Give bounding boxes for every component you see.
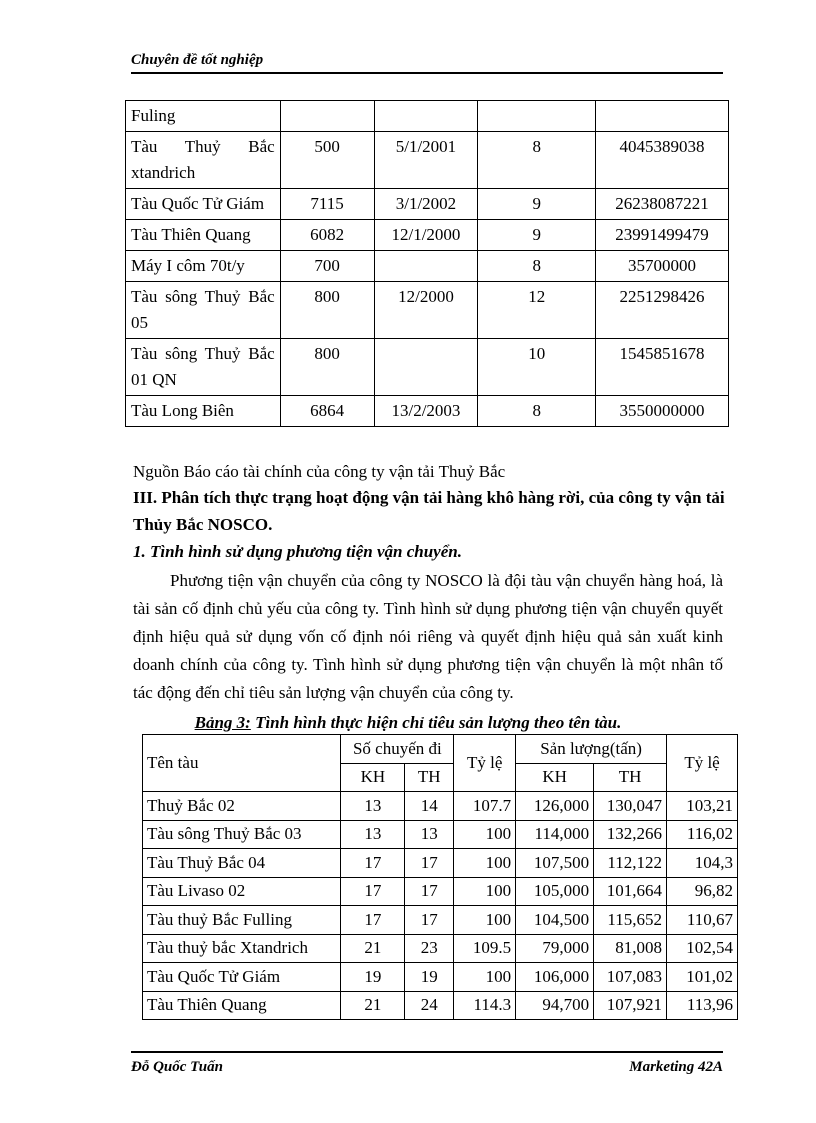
- cell-kh: 17: [341, 877, 405, 906]
- cell-name: Thuỷ Bắc 02: [143, 792, 341, 821]
- cell-oth: 112,122: [594, 849, 667, 878]
- cell-kh: 13: [341, 820, 405, 849]
- cell-th: 24: [405, 991, 454, 1020]
- cell-okh: 106,000: [516, 963, 594, 992]
- cell-date: 12/1/2000: [374, 220, 478, 251]
- cell-ratio: 100: [454, 963, 516, 992]
- table-row: [143, 849, 738, 878]
- table-row: [126, 339, 729, 396]
- cell-ratio: 100: [454, 906, 516, 935]
- output-table: [142, 734, 738, 1020]
- header-title: Chuyên đề tốt nghiệp: [131, 52, 264, 68]
- cell-count: 9: [478, 189, 596, 220]
- table-row: [143, 963, 738, 992]
- cell-name: Máy I côm 70t/y: [126, 251, 281, 282]
- cell-date: 5/1/2001: [374, 132, 478, 189]
- cell-date: 12/2000: [374, 282, 478, 339]
- cell-th: 17: [405, 877, 454, 906]
- cell-okh: 94,700: [516, 991, 594, 1020]
- cell-count: 8: [478, 132, 596, 189]
- cell-date: 13/2/2003: [374, 396, 478, 427]
- cell-count: [478, 101, 596, 132]
- cell-date: 3/1/2002: [374, 189, 478, 220]
- cell-name: Tàu sông Thuỷ Bắc 01 QN: [126, 339, 281, 396]
- footer-class: Marketing 42A: [629, 1059, 723, 1075]
- cell-th: 13: [405, 820, 454, 849]
- page-header: [131, 52, 723, 74]
- cell-value: 35700000: [596, 251, 729, 282]
- cell-name: Tàu sông Thuỷ Bắc 03: [143, 820, 341, 849]
- cell-name: Tàu Thuỷ Bắc xtandrich: [126, 132, 281, 189]
- cell-ratio: 100: [454, 849, 516, 878]
- header-ratio-output: Tỷ lệ: [667, 735, 738, 792]
- table-row: [126, 101, 729, 132]
- cell-name: Tàu Quốc Tử Giám: [126, 189, 281, 220]
- cell-oth: 130,047: [594, 792, 667, 821]
- cell-name: Fuling: [126, 101, 281, 132]
- cell-capacity: 7115: [280, 189, 374, 220]
- cell-okh: 107,500: [516, 849, 594, 878]
- table-row: [126, 189, 729, 220]
- cell-ratio: 100: [454, 820, 516, 849]
- cell-name: Tàu Livaso 02: [143, 877, 341, 906]
- cell-count: 9: [478, 220, 596, 251]
- cell-capacity: 800: [280, 339, 374, 396]
- table-caption: [0, 709, 816, 736]
- cell-capacity: [280, 101, 374, 132]
- cell-value: 3550000000: [596, 396, 729, 427]
- table-row: [143, 906, 738, 935]
- header-output-kh: KH: [516, 763, 594, 792]
- cell-name: Tàu Thiên Quang: [126, 220, 281, 251]
- cell-ratio: 109.5: [454, 934, 516, 963]
- cell-ratio: 107.7: [454, 792, 516, 821]
- cell-name: Tàu Thiên Quang: [143, 991, 341, 1020]
- cell-name: Tàu thuỷ bắc Xtandrich: [143, 934, 341, 963]
- cell-th: 14: [405, 792, 454, 821]
- cell-oth: 132,266: [594, 820, 667, 849]
- cell-date: [374, 251, 478, 282]
- ship-value-table: [125, 100, 729, 427]
- cell-okh: 104,500: [516, 906, 594, 935]
- cell-count: 12: [478, 282, 596, 339]
- table-row: [143, 820, 738, 849]
- table-row: [143, 991, 738, 1020]
- table-row: [126, 251, 729, 282]
- cell-th: 17: [405, 906, 454, 935]
- cell-oth: 115,652: [594, 906, 667, 935]
- table-row: [143, 877, 738, 906]
- cell-th: 17: [405, 849, 454, 878]
- cell-value: 1545851678: [596, 339, 729, 396]
- table-row: [126, 396, 729, 427]
- body-paragraph: Phương tiện vận chuyển của công ty NOSCO là đội tàu vận chuyển hàng hoá, là tài sản cố định chủ yếu của công ty. Tình hình sử dụng phương tiện vận chuyển quyết định hiệu quả sử dụng vốn cố định nói riêng và quyết định hiệu quả sản xuất kinh doanh chính của công ty. Tình hình sử dụng phương tiện vận chuyển là một nhân tố tác động đến chỉ tiêu sản lượng vận chuyển của công ty.: [133, 571, 723, 702]
- header-ratio-trips: Tỷ lệ: [454, 735, 516, 792]
- cell-name: Tàu Thuỷ Bắc 04: [143, 849, 341, 878]
- header-trips-th: TH: [405, 763, 454, 792]
- cell-capacity: 500: [280, 132, 374, 189]
- cell-count: 8: [478, 251, 596, 282]
- cell-th: 19: [405, 963, 454, 992]
- cell-okh: 79,000: [516, 934, 594, 963]
- cell-okh: 114,000: [516, 820, 594, 849]
- table-row: [126, 220, 729, 251]
- cell-count: 8: [478, 396, 596, 427]
- table-row: [143, 792, 738, 821]
- cell-oratio: 113,96: [667, 991, 738, 1020]
- cell-oth: 101,664: [594, 877, 667, 906]
- cell-name: Tàu sông Thuỷ Bắc 05: [126, 282, 281, 339]
- cell-value: [596, 101, 729, 132]
- cell-oratio: 104,3: [667, 849, 738, 878]
- header-name: Tên tàu: [143, 735, 341, 792]
- cell-value: 2251298426: [596, 282, 729, 339]
- source-note: Nguồn Báo cáo tài chính của công ty vận tải Thuỷ Bắc: [133, 462, 506, 481]
- cell-oth: 107,921: [594, 991, 667, 1020]
- header-output-th: TH: [594, 763, 667, 792]
- cell-name: Tàu Quốc Tử Giám: [143, 963, 341, 992]
- cell-name: Tàu Long Biên: [126, 396, 281, 427]
- cell-oratio: 103,21: [667, 792, 738, 821]
- table-row: [126, 282, 729, 339]
- cell-oratio: 116,02: [667, 820, 738, 849]
- cell-kh: 17: [341, 849, 405, 878]
- cell-oratio: 102,54: [667, 934, 738, 963]
- cell-count: 10: [478, 339, 596, 396]
- cell-value: 26238087221: [596, 189, 729, 220]
- cell-ratio: 114.3: [454, 991, 516, 1020]
- cell-kh: 17: [341, 906, 405, 935]
- footer-author: Đỗ Quốc Tuấn: [131, 1059, 223, 1075]
- section-heading: III. Phân tích thực trạng hoạt động vận tải hàng khô hàng rời, của công ty vận tải Thủy Bắc NOSCO.: [133, 488, 725, 534]
- cell-name: Tàu thuỷ Bắc Fulling: [143, 906, 341, 935]
- cell-oratio: 101,02: [667, 963, 738, 992]
- cell-th: 23: [405, 934, 454, 963]
- cell-capacity: 700: [280, 251, 374, 282]
- cell-oth: 107,083: [594, 963, 667, 992]
- caption-text: Tình hình thực hiện chỉ tiêu sản lượng theo tên tàu.: [250, 713, 622, 732]
- cell-value: 4045389038: [596, 132, 729, 189]
- cell-okh: 126,000: [516, 792, 594, 821]
- cell-date: [374, 101, 478, 132]
- caption-label: Bảng 3:: [194, 713, 251, 732]
- header-trips-kh: KH: [341, 763, 405, 792]
- subsection-heading: 1. Tình hình sử dụng phương tiện vận chuyển.: [133, 542, 462, 561]
- cell-capacity: 6082: [280, 220, 374, 251]
- cell-kh: 21: [341, 934, 405, 963]
- page-footer: [131, 1051, 723, 1079]
- cell-oth: 81,008: [594, 934, 667, 963]
- cell-capacity: 6864: [280, 396, 374, 427]
- cell-kh: 13: [341, 792, 405, 821]
- cell-kh: 21: [341, 991, 405, 1020]
- cell-ratio: 100: [454, 877, 516, 906]
- table-row: [143, 934, 738, 963]
- table-row: [126, 132, 729, 189]
- cell-date: [374, 339, 478, 396]
- cell-capacity: 800: [280, 282, 374, 339]
- cell-kh: 19: [341, 963, 405, 992]
- cell-value: 23991499479: [596, 220, 729, 251]
- cell-oratio: 110,67: [667, 906, 738, 935]
- header-trips: Số chuyến đi: [341, 735, 454, 764]
- header-output: Sản lượng(tấn): [516, 735, 667, 764]
- cell-oratio: 96,82: [667, 877, 738, 906]
- cell-okh: 105,000: [516, 877, 594, 906]
